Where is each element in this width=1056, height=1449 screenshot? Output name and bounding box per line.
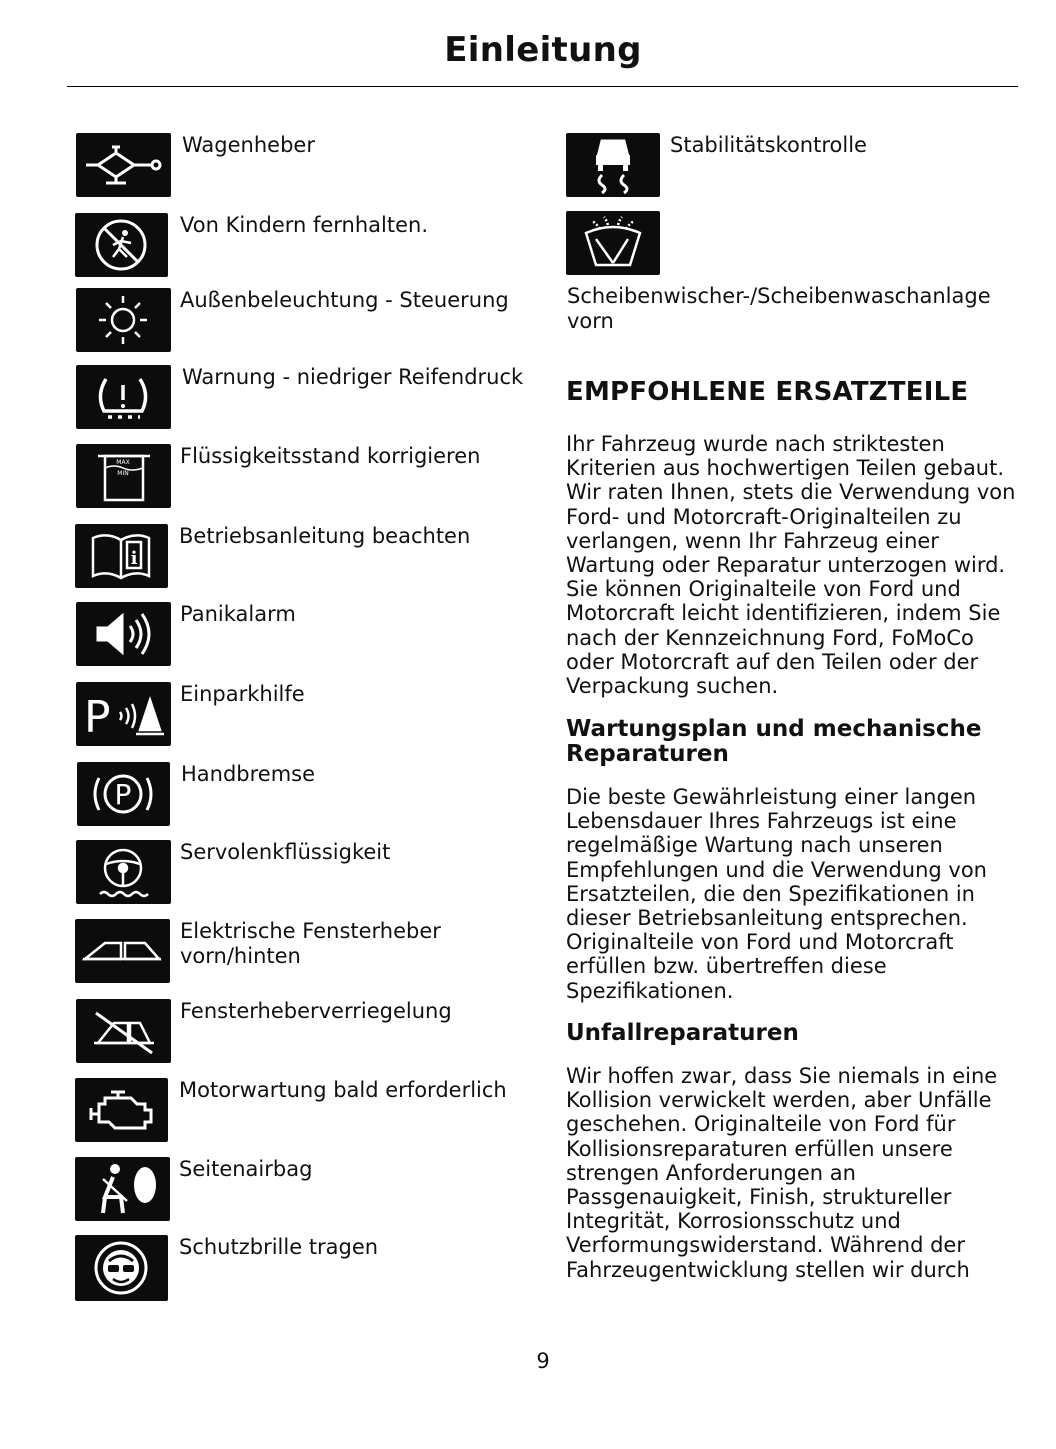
subsection-heading-collision: Unfallreparaturen: [566, 1020, 799, 1046]
symbol-label: Außenbeleuchtung - Steuerung: [180, 288, 509, 312]
subsection-heading-maintenance: Wartungsplan und mechanische Reparaturen: [566, 716, 982, 767]
symbol-label: Scheibenwischer-/Scheibenwaschanlage vorn: [567, 284, 991, 333]
window-lockout-icon: [76, 999, 171, 1063]
keep-away-from-children-icon: [75, 213, 168, 277]
symbol-label: Seitenairbag: [179, 1157, 313, 1181]
symbol-label: Motorwartung bald erforderlich: [179, 1078, 507, 1102]
engine-service-icon: [75, 1078, 168, 1142]
header-rule: [67, 86, 1018, 87]
parking-brake-icon: [77, 762, 170, 826]
panic-alarm-icon: [76, 602, 171, 666]
park-letter: P: [84, 692, 111, 743]
stability-control-icon: [566, 133, 660, 197]
symbol-label: Servolenkflüssigkeit: [180, 840, 391, 864]
symbol-label: Elektrische Fensterheber vorn/hinten: [180, 919, 441, 968]
section-intro: Ihr Fahrzeug wurde nach striktesten Kriterien aus hochwertigen Teilen gebaut. Wir raten Ihnen, stets die Verwendung von Ford- und Motorcraft-Originalteilen zu verlangen, wenn Ihr Fahrzeug einer Wartung oder Reparatur unterzogen wird. Sie können Originalteile von Ford und Motorcraft leicht identifizieren, indem Sie nach der Kennzeichnung Ford, FoMoCo oder Motorcraft auf den Teilen oder der Verpackung suchen.: [566, 432, 1016, 699]
side-airbag-icon: [75, 1157, 170, 1221]
page-number: 9: [536, 1349, 550, 1373]
symbol-label: Wagenheber: [182, 133, 315, 157]
windshield-wiper-icon: [566, 211, 660, 275]
symbol-label: Warnung - niedriger Reifendruck: [182, 365, 524, 389]
subsection-text-maintenance: Die beste Gewährleistung einer langen Lebensdauer Ihres Fahrzeugs ist eine regelmäßige Wartung nach unseren Empfehlungen und die Verwendung von Ersatzteilen, die den Spezifikationen in dieser Betriebsanleitung entsprechen. Originalteile von Ford und Motorcraft erfüllen bzw. übertreffen diese Spezifikationen.: [566, 785, 987, 1003]
symbol-label: Von Kindern fernhalten.: [180, 213, 429, 237]
subsection-text-collision: Wir hoffen zwar, dass Sie niemals in eine Kollision verwickelt werden, aber Unfälle geschehen. Originalteile von Ford für Kollisionsreparaturen erfüllen unsere strengen Anforderungen an Passgenauigkeit, Finish, struktureller Integrität, Korrosionsschutz und Verformungswiderstand. Während der Fahrzeugentwicklung stellen wir durch: [566, 1064, 998, 1282]
symbol-label: Einparkhilfe: [180, 682, 305, 706]
fluid-level-icon: [76, 444, 171, 508]
symbol-label: Handbremse: [181, 762, 316, 786]
symbol-label: Fensterheberverriegelung: [180, 999, 452, 1023]
owner-manual-icon: [75, 524, 168, 588]
symbol-label: Betriebsanleitung beachten: [179, 524, 471, 548]
brake-letter: P: [114, 778, 132, 811]
manual-letter: i: [130, 548, 138, 569]
power-steering-fluid-icon: [76, 840, 171, 904]
symbol-label: Panikalarm: [180, 602, 296, 626]
park-assist-icon: [76, 682, 171, 746]
symbol-label: Stabilitätskontrolle: [670, 133, 867, 157]
page-title: Einleitung: [444, 30, 642, 70]
car-jack-icon: [76, 133, 171, 197]
fluid-max-text: MAX: [116, 459, 130, 466]
exterior-lights-icon: [76, 288, 171, 352]
low-tire-pressure-icon: [76, 365, 171, 429]
symbol-label: Flüssigkeitsstand korrigieren: [180, 444, 481, 468]
section-heading: EMPFOHLENE ERSATZTEILE: [566, 377, 969, 407]
fluid-min-text: MIN: [117, 470, 129, 477]
power-windows-icon: [75, 919, 170, 983]
symbol-label: Schutzbrille tragen: [179, 1235, 379, 1259]
eye-protection-icon: [75, 1235, 168, 1301]
